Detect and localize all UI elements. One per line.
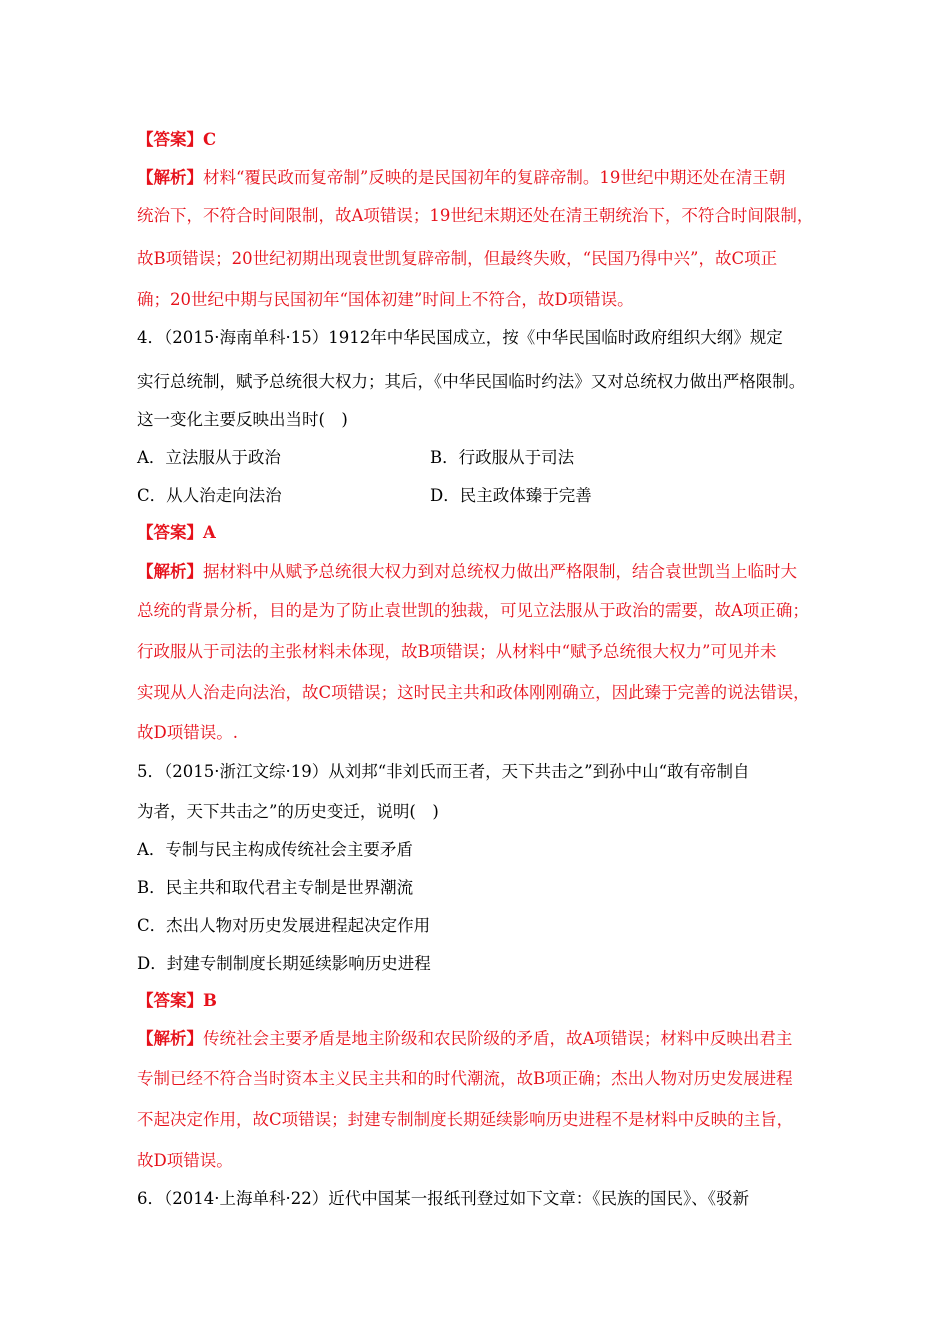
- q5-analysis-line-1: 【解析】传统社会主要矛盾是地主阶级和农民阶级的矛盾，故A项错误；材料中反映出君主: [137, 1029, 793, 1048]
- q4-analysis-line-2: 总统的背景分析，目的是为了防止袁世凯的独裁，可见立法服从于政治的需要，故A项正确；: [137, 601, 809, 620]
- q4-analysis-line-1: 【解析】据材料中从赋予总统很大权力到对总统权力做出严格限制，结合袁世凯当上临时大: [137, 562, 797, 581]
- q3-analysis-line-2: 统治下，不符合时间限制，故A项错误；19世纪末期还处在清王朝统治下，不符合时间限制，: [137, 206, 814, 225]
- q5-analysis-line-3: 不起决定作用，故C项错误；封建专制制度长期延续影响历史进程不是材料中反映的主旨，: [137, 1110, 794, 1129]
- q4-option-b: B．行政服从于司法: [430, 448, 575, 467]
- analysis-tag: 【解析】: [137, 562, 203, 581]
- q4-stem-line-2: 实行总统制，赋予总统很大权力；其后，《中华民国临时约法》又对总统权力做出严格限制。: [137, 372, 806, 391]
- q3-analysis-line-1: 【解析】材料“覆民政而复帝制”反映的是民国初年的复辟帝制。19世纪中期还处在清王朝: [137, 168, 786, 187]
- q5-option-d: D．封建专制制度长期延续影响历史进程: [137, 954, 431, 973]
- q4-analysis-line-4: 实现从人治走向法治，故C项错误；这时民主共和政体刚刚确立，因此臻于完善的说法错误，: [137, 683, 810, 702]
- analysis-tag: 【解析】: [137, 168, 203, 187]
- analysis-tag: 【解析】: [137, 1029, 203, 1048]
- q4-stem-line-1: 4．（2015·海南单科·15）1912年中华民国成立，按《中华民国临时政府组织大纲》规定: [137, 328, 783, 347]
- q4-option-a: A．立法服从于政治: [137, 448, 281, 467]
- q5-answer: 【答案】B: [137, 991, 217, 1010]
- q5-option-c: C．杰出人物对历史发展进程起决定作用: [137, 916, 431, 935]
- q3-analysis-line-4: 确；20世纪中期与民国初年“国体初建”时间上不符合，故D项错误。: [137, 290, 634, 309]
- q4-option-c: C．从人治走向法治: [137, 486, 282, 505]
- q5-stem-line-2: 为者，天下共击之”的历史变迁，说明( ): [137, 802, 439, 821]
- q5-stem-line-1: 5．（2015·浙江文综·19）从刘邦“非刘氏而王者，天下共击之”到孙中山“敢有帝制自: [137, 762, 750, 781]
- q3-analysis-line-3: 故B项错误；20世纪初期出现袁世凯复辟帝制，但最终失败，“民国乃得中兴”，故C项正: [137, 249, 778, 268]
- q4-analysis-line-3: 行政服从于司法的主张材料未体现，故B项错误；从材料中“赋予总统很大权力”可见并未: [137, 642, 777, 661]
- q6-stem-line-1: 6．（2014·上海单科·22）近代中国某一报纸刊登过如下文章：《民族的国民》、《驳新: [137, 1189, 749, 1208]
- q4-stem-line-3: 这一变化主要反映出当时( ): [137, 410, 348, 429]
- q3-answer: 【答案】C: [137, 130, 217, 149]
- q5-analysis-line-2: 专制已经不符合当时资本主义民主共和的时代潮流，故B项正确；杰出人物对历史发展进程: [137, 1069, 793, 1088]
- q4-answer: 【答案】A: [137, 523, 216, 542]
- q5-option-a: A．专制与民主构成传统社会主要矛盾: [137, 840, 413, 859]
- q4-analysis-line-5: 故D项错误。.: [137, 723, 238, 742]
- q5-option-b: B．民主共和取代君主专制是世界潮流: [137, 878, 414, 897]
- q5-analysis-line-4: 故D项错误。: [137, 1151, 233, 1170]
- q4-option-d: D．民主政体臻于完善: [430, 486, 592, 505]
